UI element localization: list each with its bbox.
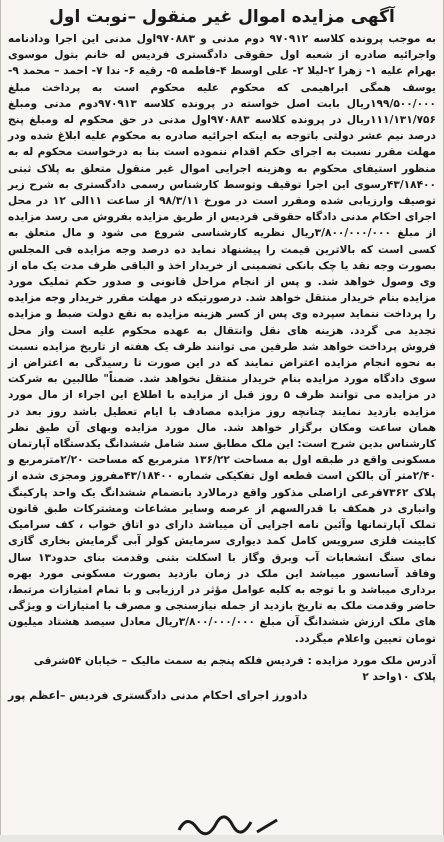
stamp-mark — [171, 812, 291, 842]
notice-body: به موجب پرونده کلاسه ۹۷۰۹۱۲ دوم مدنی و ۹۷۰۸۸۳اول مدنی این اجرا ودادنامه واجرائیه صادره از شعبه اول حقوقی دادگستری فردیس له خانم بتول موسوی بهرام علیه ۱- زهرا ۲-لیلا ۲- علی اوسط ۴-فاطمه ۵- رقیه ۶- ندا ۷- احمد – محمد ۹- یوسف همگی ابراهیمی که محکوم علیه محکوم است به پرداخت مبلغ ۱۹۹/۵۰۰/۰۰۰ریال بابت اصل خواسته در پرونده کلاسه ۹۷۰۹۱۳دوم مدنی ومبلغ ۱۱۱/۱۳۱/۷۵۶ریال در پرونده کلاسه ۹۷۰۸۸۳اول مدنی در حق محکوم له ومبلغ پنج درصد نیم عشر دولتی باتوجه به اینکه اجرائیه صادره به محکوم علیه ابلاغ شده ودر مهلت مقرر نسبت به اجرای حکم اقدام ننموده است بنا به درخواست محکوم له به منظور استیفای محکوم به وهزینه اجرایی اموال غیر منقول متعلق به پلاک ثبتی ۴۳/۱۸۴۰۰رسوی این اجرا توقیف وتوسط کارشناس رسمی دادگستری به شرح زیر توصیف وارزیابی شده ومقرر است در مورخ ۹۸/۳/۱۱ از ساعت ۱۱الی ۱۲ در محل اجرای احکام مدنی دادگاه حقوقی فردیس از طریق مزایده بفروش می رسد مزایده از مبلغ ۳/۸۰۰/۰۰۰/۰۰۰ریال نظریه کارشناسی شروع می شود و مال متعلق به کسی است که بالاترین قیمت را پیشنهاد نماید ده درصد وجه مزایده فی المجلس بصورت وجه نقد یا چک بانکی تضمینی از خریدار اخذ و الباقی ظرف مدت یک ماه از وی وصول خواهد شد. و پس از انجام مراحل قانونی و صدور حکم تملیک مورد مزایده بنام خریدار منتقل خواهد شد. درصورتیکه در مهلت مقرر خریدار وجه مزایده را پرداخت ننماید سپرده وی پس از کسر هزینه مزایده به نفع دولت ضبط و مزایده تجدید می گردد. هزینه های نقل وانتقال به عهده محکوم علیه است واز محل فروش پرداخت خواهد شد طرفین می توانند ظرف یک هفته از تاریخ مزایده نسبت به نحوه انجام مزایده اعتراض نمایند که در این صورت تا رسیدگی به اعتراض از سوی دادگاه مورد مزایده بنام خریدار منتقل نخواهد شد. ضمناً" طالبین به شرکت در مزایده می توانند ظرف ۵ روز قبل از مزایده با اطلاع این اجراء از مال مورد مزایده بازدید نمایند چنانچه روز مزایده مصادف با ایام تعطیل باشد روز بعد در همان ساعت ومکان برگزار خواهد شد. مال مورد مزایده وبهای آن طبق نظر کارشناس بدین شرح است: این ملک مطابق سند شامل ششدانگ یکدستگاه آپارتمان مسکونی واقع در طبقه اول به مساحت ۱۳۶/۲۲ مترمربع که مساحت ۲/۲۰مترمربع و ۲/۴۰متر آن بالکن است قطعه اول تفکیکی شماره ۴۳/۱۸۴۰۰مفروز ومجزی شده از پلاک ۷۳۶۲فرعی ازاصلی مذکور واقع درمالارد بانضمام ششدانگ یک واحد پارکینگ وانباری در همکف با قدرالسهم از عرصه وسایر مشاعات ومشترکات طبق قانون تملک آپارتمانها وآئین نامه اجرایی آن میباشد دارای دو اتاق خواب ، کف سرامیک کابینت فلزی سرویس کامل کمد دیواری سرمایش کولر آبی گرمایش بخاری گازی نمای سنگ انشعابات آب وبرق وگاز با اسکلت بتنی وقدمت بنای حدود۱۳ سال وفاقد آسانسور میباشد این ملک در زمان بازدید بصورت مسکونی مورد بهره برداری میباشد و با توجه به کلیه عوامل مؤثر در ارزیابی و با تمام امتیازات مرتبط، حاضر وقدمت ملک به تاریخ بازدید از جمله نیازسنجی و مصرف با امتیازات و ویژگی های ملک ارزش ششدانگ آن مبلغ ۳/۸۰۰/۰۰۰/۰۰۰ریال معادل سیصد هشتاد میلیون تومان تعیین واعلام میگردد. — [8, 33, 437, 645]
signature-line: دادورز اجرای احکام مدنی دادگستری فردیس –اعظم پور — [8, 688, 308, 702]
notice-title: آگهی مزایده اموال غیر منقول –نوبت اول — [49, 7, 395, 27]
property-address: آدرس ملک مورد مزایده : فردیس فلکه پنجم به سمت مالیک – خیابان ۵۴شرقی پلاک ۱۰واحد ۲ — [33, 654, 436, 683]
